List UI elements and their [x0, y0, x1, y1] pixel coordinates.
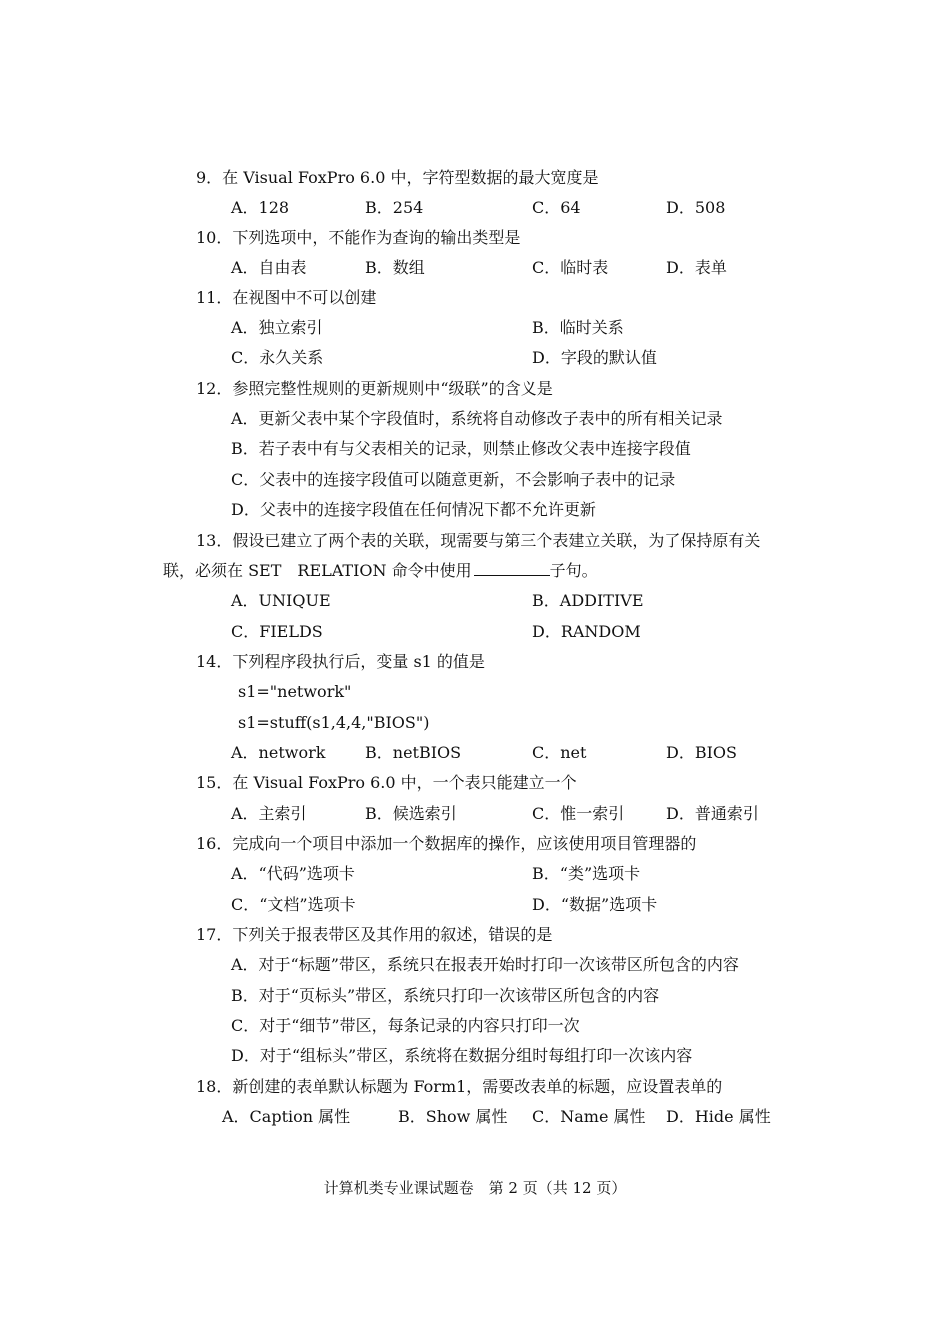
- answer-blank: [474, 561, 550, 576]
- q13-option-d: D．RANDOM: [532, 622, 641, 641]
- question-12-stem: 12．参照完整性规则的更新规则中“级联”的含义是: [196, 379, 553, 398]
- q16-option-a: A．“代码”选项卡: [231, 864, 355, 883]
- q9-option-c: C．64: [532, 198, 581, 217]
- q16-option-d: D．“数据”选项卡: [532, 895, 658, 914]
- q12-option-c: C．父表中的连接字段值可以随意更新，不会影响子表中的记录: [231, 470, 676, 489]
- q11-option-c: C．永久关系: [231, 348, 324, 367]
- q17-option-d: D．对于“组标头”带区，系统将在数据分组时每组打印一次该内容: [231, 1046, 693, 1065]
- q15-option-b: B．候选索引: [365, 804, 457, 823]
- q11-option-d: D．字段的默认值: [532, 348, 657, 367]
- q17-option-c: C．对于“细节”带区，每条记录的内容只打印一次: [231, 1016, 580, 1035]
- q17-option-a: A．对于“标题”带区，系统只在报表开始时打印一次该带区所包含的内容: [231, 955, 739, 974]
- q10-option-b: B．数组: [365, 258, 425, 277]
- q13-option-c: C．FIELDS: [231, 622, 323, 641]
- q18-option-b: B．Show 属性: [398, 1107, 508, 1126]
- q17-option-b: B．对于“页标头”带区，系统只打印一次该带区所包含的内容: [231, 986, 660, 1005]
- q18-option-d: D．Hide 属性: [666, 1107, 771, 1126]
- q16-option-b: B．“类”选项卡: [532, 864, 641, 883]
- q9-option-a: A．128: [231, 198, 290, 217]
- q15-option-c: C．惟一索引: [532, 804, 625, 823]
- q13-option-a: A．UNIQUE: [231, 591, 331, 610]
- question-18-stem: 18．新创建的表单默认标题为 Form1，需要改表单的标题，应设置表单的: [196, 1077, 723, 1096]
- question-9-stem: 9．在 Visual FoxPro 6.0 中，字符型数据的最大宽度是: [196, 168, 599, 187]
- question-15-stem: 15．在 Visual FoxPro 6.0 中，一个表只能建立一个: [196, 773, 577, 792]
- q9-option-d: D．508: [666, 198, 726, 217]
- q10-option-d: D．表单: [666, 258, 727, 277]
- q18-option-a: A．Caption 属性: [222, 1107, 351, 1126]
- q10-option-a: A．自由表: [231, 258, 307, 277]
- q14-code-line2: s1=stuff(s1,4,4,"BIOS"): [238, 713, 430, 732]
- q14-option-a: A．network: [231, 743, 326, 762]
- q14-option-d: D．BIOS: [666, 743, 737, 762]
- q10-option-c: C．临时表: [532, 258, 609, 277]
- q13-option-b: B．ADDITIVE: [532, 591, 644, 610]
- q14-option-c: C．net: [532, 743, 587, 762]
- question-13-stem-line2: [163, 561, 598, 581]
- q14-code-line1: s1="network": [238, 682, 352, 701]
- q15-option-d: D．普通索引: [666, 804, 759, 823]
- q18-option-c: C．Name 属性: [532, 1107, 646, 1126]
- q12-option-a: A．更新父表中某个字段值时，系统将自动修改子表中的所有相关记录: [231, 409, 723, 428]
- q12-option-d: D．父表中的连接字段值在任何情况下都不允许更新: [231, 500, 596, 519]
- q12-option-b: B．若子表中有与父表相关的记录，则禁止修改父表中连接字段值: [231, 439, 691, 458]
- page-footer: 计算机类专业课试题卷 第 2 页（共 12 页）: [323, 1179, 627, 1197]
- q13-stem-before-blank: 联，必须在 SET RELATION 命令中使用: [163, 561, 472, 580]
- question-14-stem: 14．下列程序段执行后，变量 s1 的值是: [196, 652, 485, 671]
- q14-option-b: B．netBIOS: [365, 743, 462, 762]
- question-11-stem: 11．在视图中不可以创建: [196, 288, 377, 307]
- q16-option-c: C．“文档”选项卡: [231, 895, 356, 914]
- q11-option-b: B．临时关系: [532, 318, 624, 337]
- question-16-stem: 16．完成向一个项目中添加一个数据库的操作，应该使用项目管理器的: [196, 834, 697, 853]
- q11-option-a: A．独立索引: [231, 318, 323, 337]
- q9-option-b: B．254: [365, 198, 424, 217]
- q13-stem-after-blank: 子句。: [549, 561, 598, 580]
- question-10-stem: 10．下列选项中，不能作为查询的输出类型是: [196, 228, 521, 247]
- q15-option-a: A．主索引: [231, 804, 307, 823]
- question-17-stem: 17．下列关于报表带区及其作用的叙述，错误的是: [196, 925, 553, 944]
- question-13-stem-line1: 13．假设已建立了两个表的关联，现需要与第三个表建立关联，为了保持原有关: [196, 531, 761, 550]
